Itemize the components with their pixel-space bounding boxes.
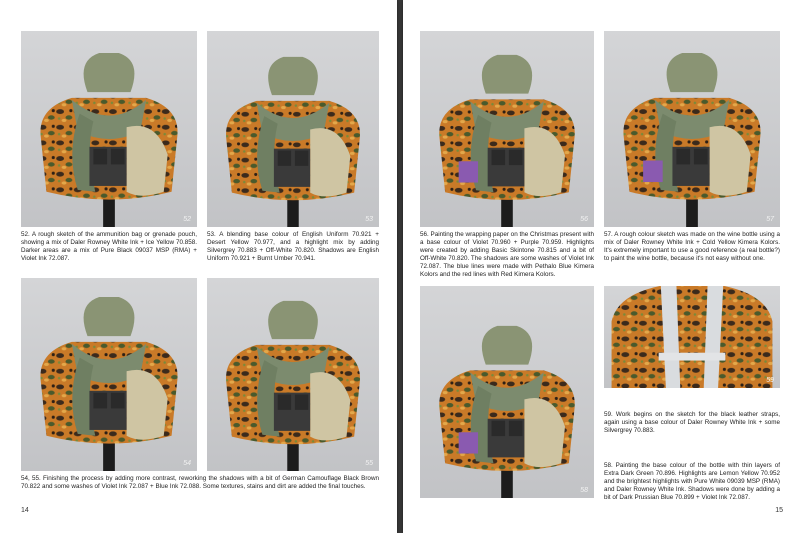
photo-55 — [207, 278, 379, 471]
photo-label: 58 — [580, 487, 588, 494]
photo-56 — [420, 31, 594, 227]
caption-57: 57. A rough colour sketch was made on the wine bottle using a mix of Daler Rowney White Ink + Cold Yellow Kimera Kolors. It's extremely important to use a good reference (a real bottle?) to paint the wine bottle, because it's not easy without one. — [604, 231, 780, 263]
right-page — [403, 0, 800, 533]
photo-label: 56 — [580, 216, 588, 223]
bust-photo-icon — [21, 278, 197, 471]
photo-label: 55 — [365, 460, 373, 467]
photo-label: 52 — [183, 216, 191, 223]
left-page — [0, 0, 397, 533]
bust-photo-icon — [420, 286, 594, 498]
bust-photo-icon — [420, 31, 594, 227]
caption-53: 53. A blending base colour of English Uniform 70.921 + Desert Yellow 70.977, and a highlight mix by adding Silvergrey 70.883 + Off-White 70.820. Shadows are English Uniform 70.921 + Burnt Umber 70.941. — [207, 231, 379, 263]
bust-photo-icon — [207, 278, 379, 471]
caption-52: 52. A rough sketch of the ammunition bag or grenade pouch, showing a mix of Daler Rowney White Ink + Ice Yellow 70.858. Darker areas are a mix of Pure Black 09037 MSP (RMA) + Violet Ink 72.087. — [21, 231, 197, 263]
bust-photo-icon — [207, 31, 379, 227]
page-number: 14 — [21, 507, 29, 514]
photo-52 — [21, 31, 197, 227]
caption-58: 58. Painting the base colour of the bottle with thin layers of Extra Dark Green 70.896. Highlights are Lemon Yellow 70.952 and the brightest highlights with Pure White 09039 MSP (RMA) and Daler Rowney White Ink. Shadows were done by adding a bit of Dark Prussian Blue 70.899 + Violet Ink 72.087. — [604, 462, 780, 502]
photo-54 — [21, 278, 197, 471]
caption-59: 59. Work begins on the sketch for the black leather straps, again using a base colour of Daler Rowney White Ink + some Silvergrey 70.883. — [604, 411, 780, 435]
page-number: 15 — [775, 507, 783, 514]
photo-label: 53 — [365, 216, 373, 223]
bust-photo-icon — [604, 286, 780, 388]
caption-56: 56. Painting the wrapping paper on the Christmas present with a base colour of Violet 70.960 + Purple 70.959. Highlights were created by adding Basic Skintone 70.815 and a bit of Off-White 70.820. The shadows are some washes of Violet Ink 72.087. The blue lines were made with Pethalo Blue Kimera Kolors and the red lines with Red Kimera Kolors. — [420, 231, 594, 279]
caption-54-55: 54, 55. Finishing the process by adding more contrast, reworking the shadows with a bit of German Camouflage Black Brown 70.822 and some washes of Violet Ink 72.087 + Blue Ink 72.088. Some textures, stains and dirt are added the final touches. — [21, 475, 379, 491]
photo-label: 57 — [766, 216, 774, 223]
photo-53 — [207, 31, 379, 227]
photo-57 — [604, 31, 780, 227]
bust-photo-icon — [604, 31, 780, 227]
photo-label: 59 — [766, 377, 774, 384]
photo-58 — [420, 286, 594, 498]
photo-59 — [604, 286, 780, 388]
photo-label: 54 — [183, 460, 191, 467]
bust-photo-icon — [21, 31, 197, 227]
